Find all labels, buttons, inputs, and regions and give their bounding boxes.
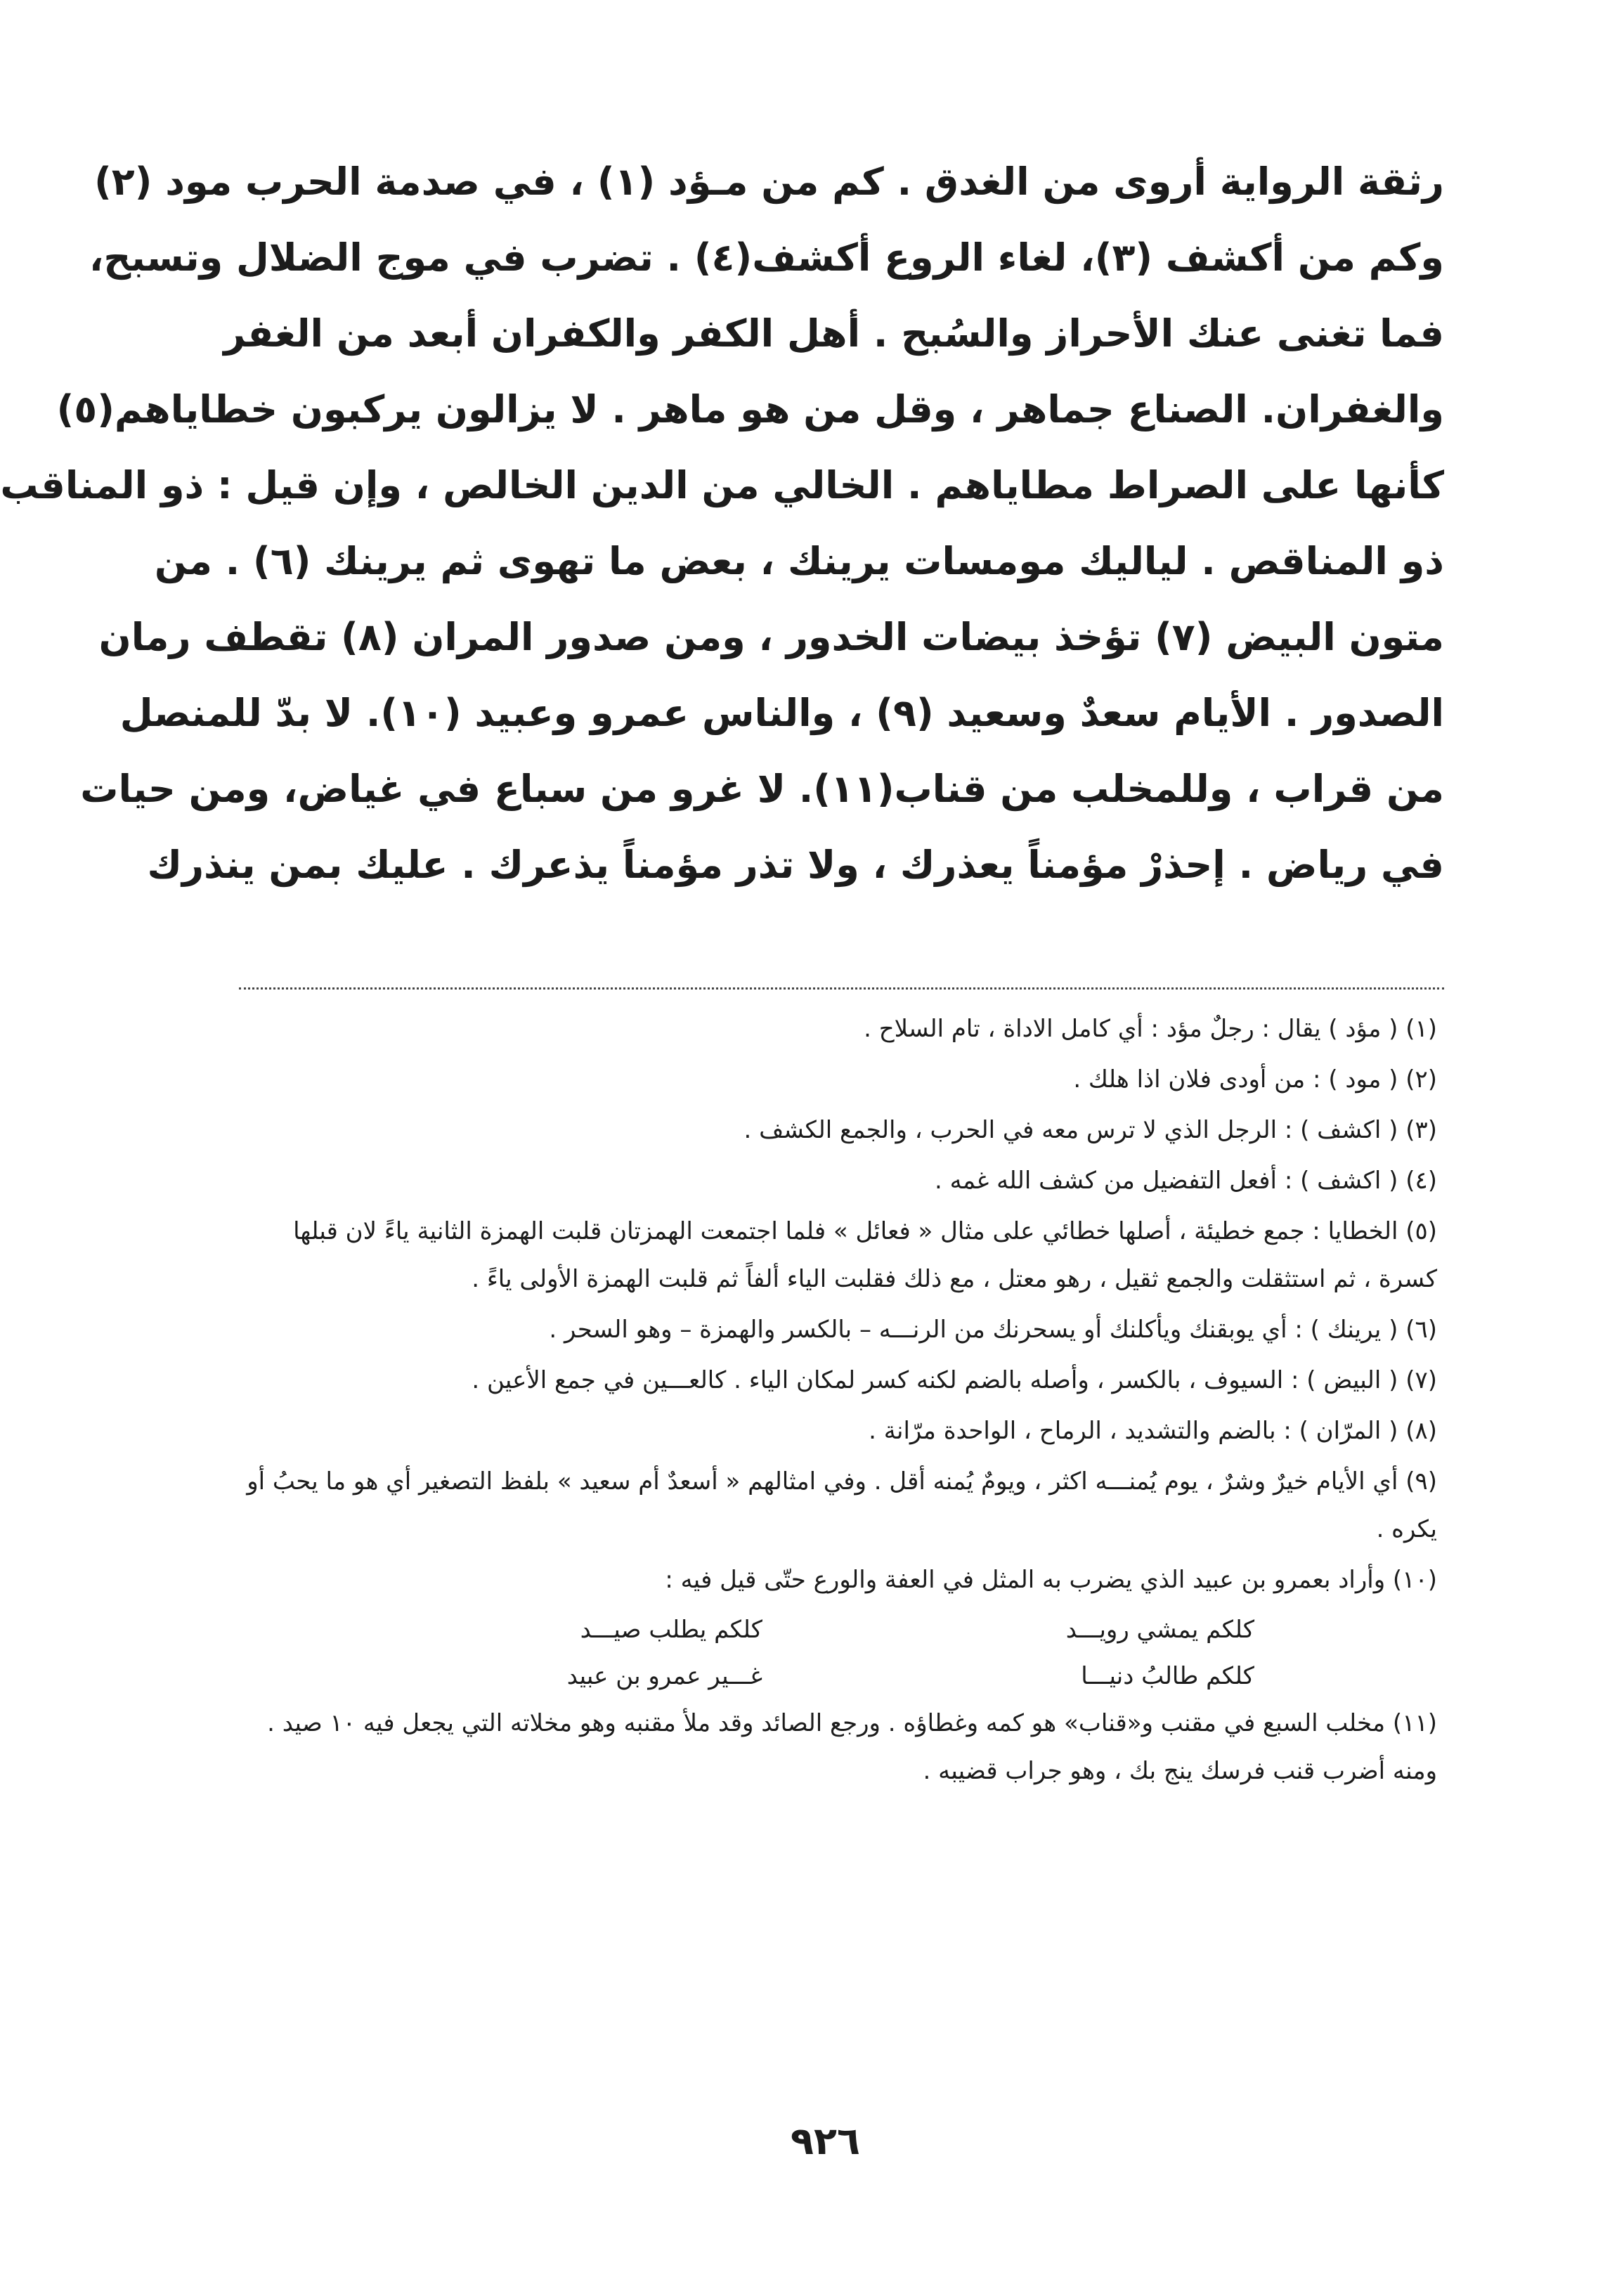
footnote: (٥) الخطايا : جمع خطيئة ، أصلها خطائي على مثال « فعائل » فلما اجتمعت الهمزتان قلبت الهمزة الثانية ياءً لان قبلها كسرة ، ثم استثقلت والجمع ثقيل ، رهو معتل ، مع ذلك فقلبت الياء ألفاً ثم قلبت الهمزة الأولى ياءً . — [293, 1217, 1437, 1293]
poem-hemistich-right: كلكم يمشي رويـــد — [1065, 1616, 1254, 1644]
footnote: (١٠) وأراد بعمرو بن عبيد الذي يضرب به المثل في العفة والورع حتّى قيل فيه : — [665, 1566, 1437, 1594]
footnote: (٦) ( يرينك ) : أي يوبقنك ويأكلنك أو يسحرنك من الرنـــه – بالكسر والهمزة – وهو السحر . — [549, 1316, 1437, 1344]
footnote: (٧) ( البيض ) : السيوف ، بالكسر ، وأصله بالضم لكنه كسر لمكان الياء . كالعـــين في جمع الأعين . — [472, 1366, 1437, 1394]
poem-verse — [232, 1607, 1437, 1653]
text-line: من قراب ، وللمخلب من قناب(١١). لا غرو من سباع في غياض، ومن حيات — [80, 767, 1444, 811]
text-line: كأنها على الصراط مطاياهم . الخالي من الدين الخالص ، وإن قيل : ذو المناقب — [0, 463, 1444, 507]
text-line: في رياض . إحذرْ مؤمناً يعذرك ، ولا تذر مؤمناً يذعرك . عليك بمن ينذرك — [147, 843, 1444, 887]
footnote: (٨) ( المرّان ) : بالضم والتشديد ، الرماح ، الواحدة مرّانة . — [869, 1417, 1437, 1445]
text-line: الصدور . الأيام سعدٌ وسعيد (٩) ، والناس عمرو وعبيد (١٠). لا بدّ للمنصل — [119, 691, 1444, 735]
footnote: (٩) أي الأيام خيرٌ وشرٌ ، يوم يُمنـــه اكثر ، ويومٌ يُمنه أقل . وفي امثالهم « أسعدٌ أم سعيد » بلفظ التصغير أي هو ما يحبُ أو يكره . — [247, 1467, 1437, 1543]
poem-hemistich-left: كلكم يطلب صيـــد — [580, 1616, 762, 1644]
footnote: (٣) ( اكشف ) : الرجل الذي لا ترس معه في الحرب ، والجمع الكشف . — [743, 1116, 1437, 1144]
footnote: (٤) ( اكشف ) : أفعل التفضيل من كشف الله غمه . — [934, 1167, 1437, 1195]
text-line: ذو المناقص . لياليك مومسات يرينك ، بعض ما تهوى ثم يرينك (٦) . من — [154, 539, 1444, 583]
footnote: (١١) مخلب السبع في مقنب و«قناب» هو كمه وغطاؤه . ورجع الصائد وقد ملأ مقنبه وهو مخلاته التي يجعل فيه ١٠ صيد . ومنه أضرب قنب فرسك ينج بك ، وهو جراب قضيبه . — [267, 1709, 1437, 1785]
footnote: (١) ( مؤد ) يقال : رجلٌ مؤد : أي كامل الاداة ، تام السلاح . — [864, 1015, 1437, 1043]
footnotes-block — [232, 1005, 1437, 1798]
text-line: متون البيض (٧) تؤخذ بيضات الخدور ، ومن صدور المران (٨) تقطف رمان — [98, 615, 1444, 659]
main-text-block — [0, 144, 1444, 903]
text-line: وكم من أكشف (٣)، لغاء الروع أكشف(٤) . تضرب في موج الضلال وتسبح، — [89, 235, 1444, 280]
page-number: ٩٢٦ — [791, 2119, 860, 2163]
text-line: رثقة الرواية أروى من الغدق . كم من مـؤد (١) ، في صدمة الحرب مود (٢) — [94, 160, 1444, 204]
poem-verse — [232, 1653, 1437, 1699]
poem-hemistich-left: غـــير عمرو بن عبيد — [566, 1662, 762, 1690]
poem-hemistich-right: كلكم طالبُ دنيـــا — [1081, 1662, 1254, 1690]
footnote: (٢) ( مود ) : من أودى فلان اذا هلك . — [1073, 1065, 1437, 1094]
text-line: والغفران. الصناع جماهر ، وقل من هو ماهر . لا يزالون يركبون خطاياهم(٥) — [56, 387, 1444, 432]
footnote-separator — [239, 987, 1444, 990]
text-line: فما تغنى عنك الأحراز والسُبح . أهل الكفر والكفران أبعد من الغفر — [223, 311, 1444, 356]
